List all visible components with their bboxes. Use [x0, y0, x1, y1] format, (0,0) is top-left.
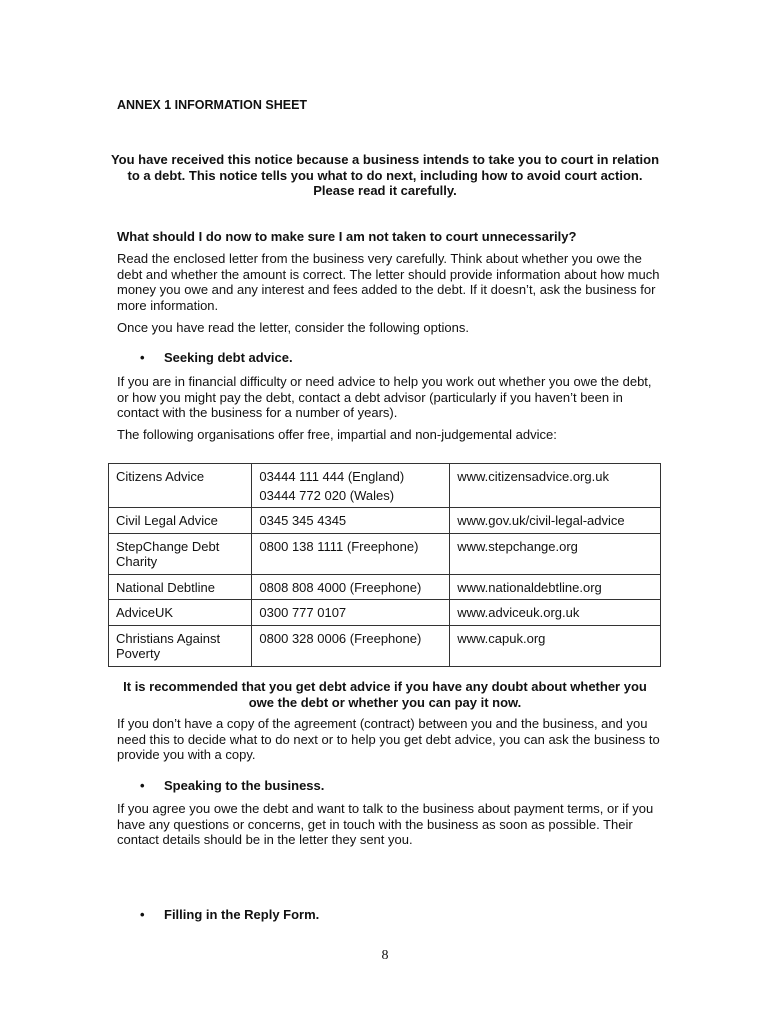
table-row — [109, 464, 661, 508]
table-row — [109, 508, 661, 534]
notice-heading: You have received this notice because a business intends to take you to court in relation to a debt. This notice tells you what to do next, including how to avoid court action. Please read it carefully. — [110, 152, 660, 198]
paragraph-organisations: The following organisations offer free, impartial and non-judgemental advice: — [117, 427, 557, 442]
org-phone: 0808 808 4000 (Freephone) — [252, 574, 450, 600]
org-name: AdviceUK — [109, 600, 252, 626]
org-phone: 0800 328 0006 (Freephone) — [252, 625, 450, 666]
bullet-debt-advice-label: Seeking debt advice. — [164, 350, 293, 365]
paragraph-read-letter: Read the enclosed letter from the business very carefully. Think about whether you owe the debt and whether the amount is correct. The letter should provide information about how much money you owe and any interest and fees added to the debt. If it doesn’t, ask the business for more information. — [117, 251, 660, 313]
org-website: www.nationaldebtline.org — [450, 574, 661, 600]
paragraph-options: Once you have read the letter, consider the following options. — [117, 320, 469, 335]
bullet-speaking-label: Speaking to the business. — [164, 778, 325, 793]
question-heading: What should I do now to make sure I am not taken to court unnecessarily? — [117, 229, 577, 244]
org-website: www.adviceuk.org.uk — [450, 600, 661, 626]
org-phone: 0800 138 1111 (Freephone) — [252, 533, 450, 574]
paragraph-payment-terms: If you agree you owe the debt and want to talk to the business about payment terms, or if you have any questions or concerns, get in touch with the business as soon as possible. Their contact details should be in the letter they sent you. — [117, 801, 654, 847]
table-row — [109, 533, 661, 574]
org-name: Civil Legal Advice — [109, 508, 252, 534]
paragraph-financial-difficulty: If you are in financial difficulty or need advice to help you work out whether you owe the debt, or how you might pay the debt, contact a debt advisor (particularly if you haven’t been in contact with the business for a number of years). — [117, 374, 652, 420]
org-phone: 0300 777 0107 — [252, 600, 450, 626]
org-name: Citizens Advice — [109, 464, 252, 508]
annex-title: ANNEX 1 INFORMATION SHEET — [117, 98, 308, 112]
organisations-table — [108, 463, 661, 667]
org-website: www.stepchange.org — [450, 533, 661, 574]
org-name: Christians Against Poverty — [109, 625, 252, 666]
bullet-reply-form-label: Filling in the Reply Form. — [164, 907, 320, 922]
org-phone: 0345 345 4345 — [252, 508, 450, 534]
org-phone-secondary: 03444 772 020 (Wales) — [259, 487, 395, 503]
org-website: www.capuk.org — [450, 625, 661, 666]
org-phone-cell — [252, 464, 450, 508]
bullet-reply-form — [140, 907, 319, 923]
table-row — [109, 600, 661, 626]
org-website: www.gov.uk/civil-legal-advice — [450, 508, 661, 534]
org-phone: 03444 111 444 (England) — [259, 469, 405, 484]
org-name: StepChange Debt Charity — [109, 533, 252, 574]
bullet-icon: • — [140, 907, 145, 922]
bullet-speaking — [140, 778, 324, 794]
page-number: 8 — [381, 948, 389, 963]
bullet-icon: • — [140, 778, 145, 793]
paragraph-agreement: If you don’t have a copy of the agreement (contract) between you and the business, and you need this to decide what to do next or to help you get debt advice, you can ask the business to provide you with a copy. — [117, 716, 660, 762]
recommendation-heading: It is recommended that you get debt advice if you have any doubt about whether you owe the debt or whether you can pay it now. — [123, 679, 647, 710]
bullet-debt-advice — [140, 350, 293, 366]
bullet-icon: • — [140, 350, 145, 365]
org-name: National Debtline — [109, 574, 252, 600]
table-row — [109, 574, 661, 600]
table-row — [109, 625, 661, 666]
org-website: www.citizensadvice.org.uk — [450, 464, 661, 508]
